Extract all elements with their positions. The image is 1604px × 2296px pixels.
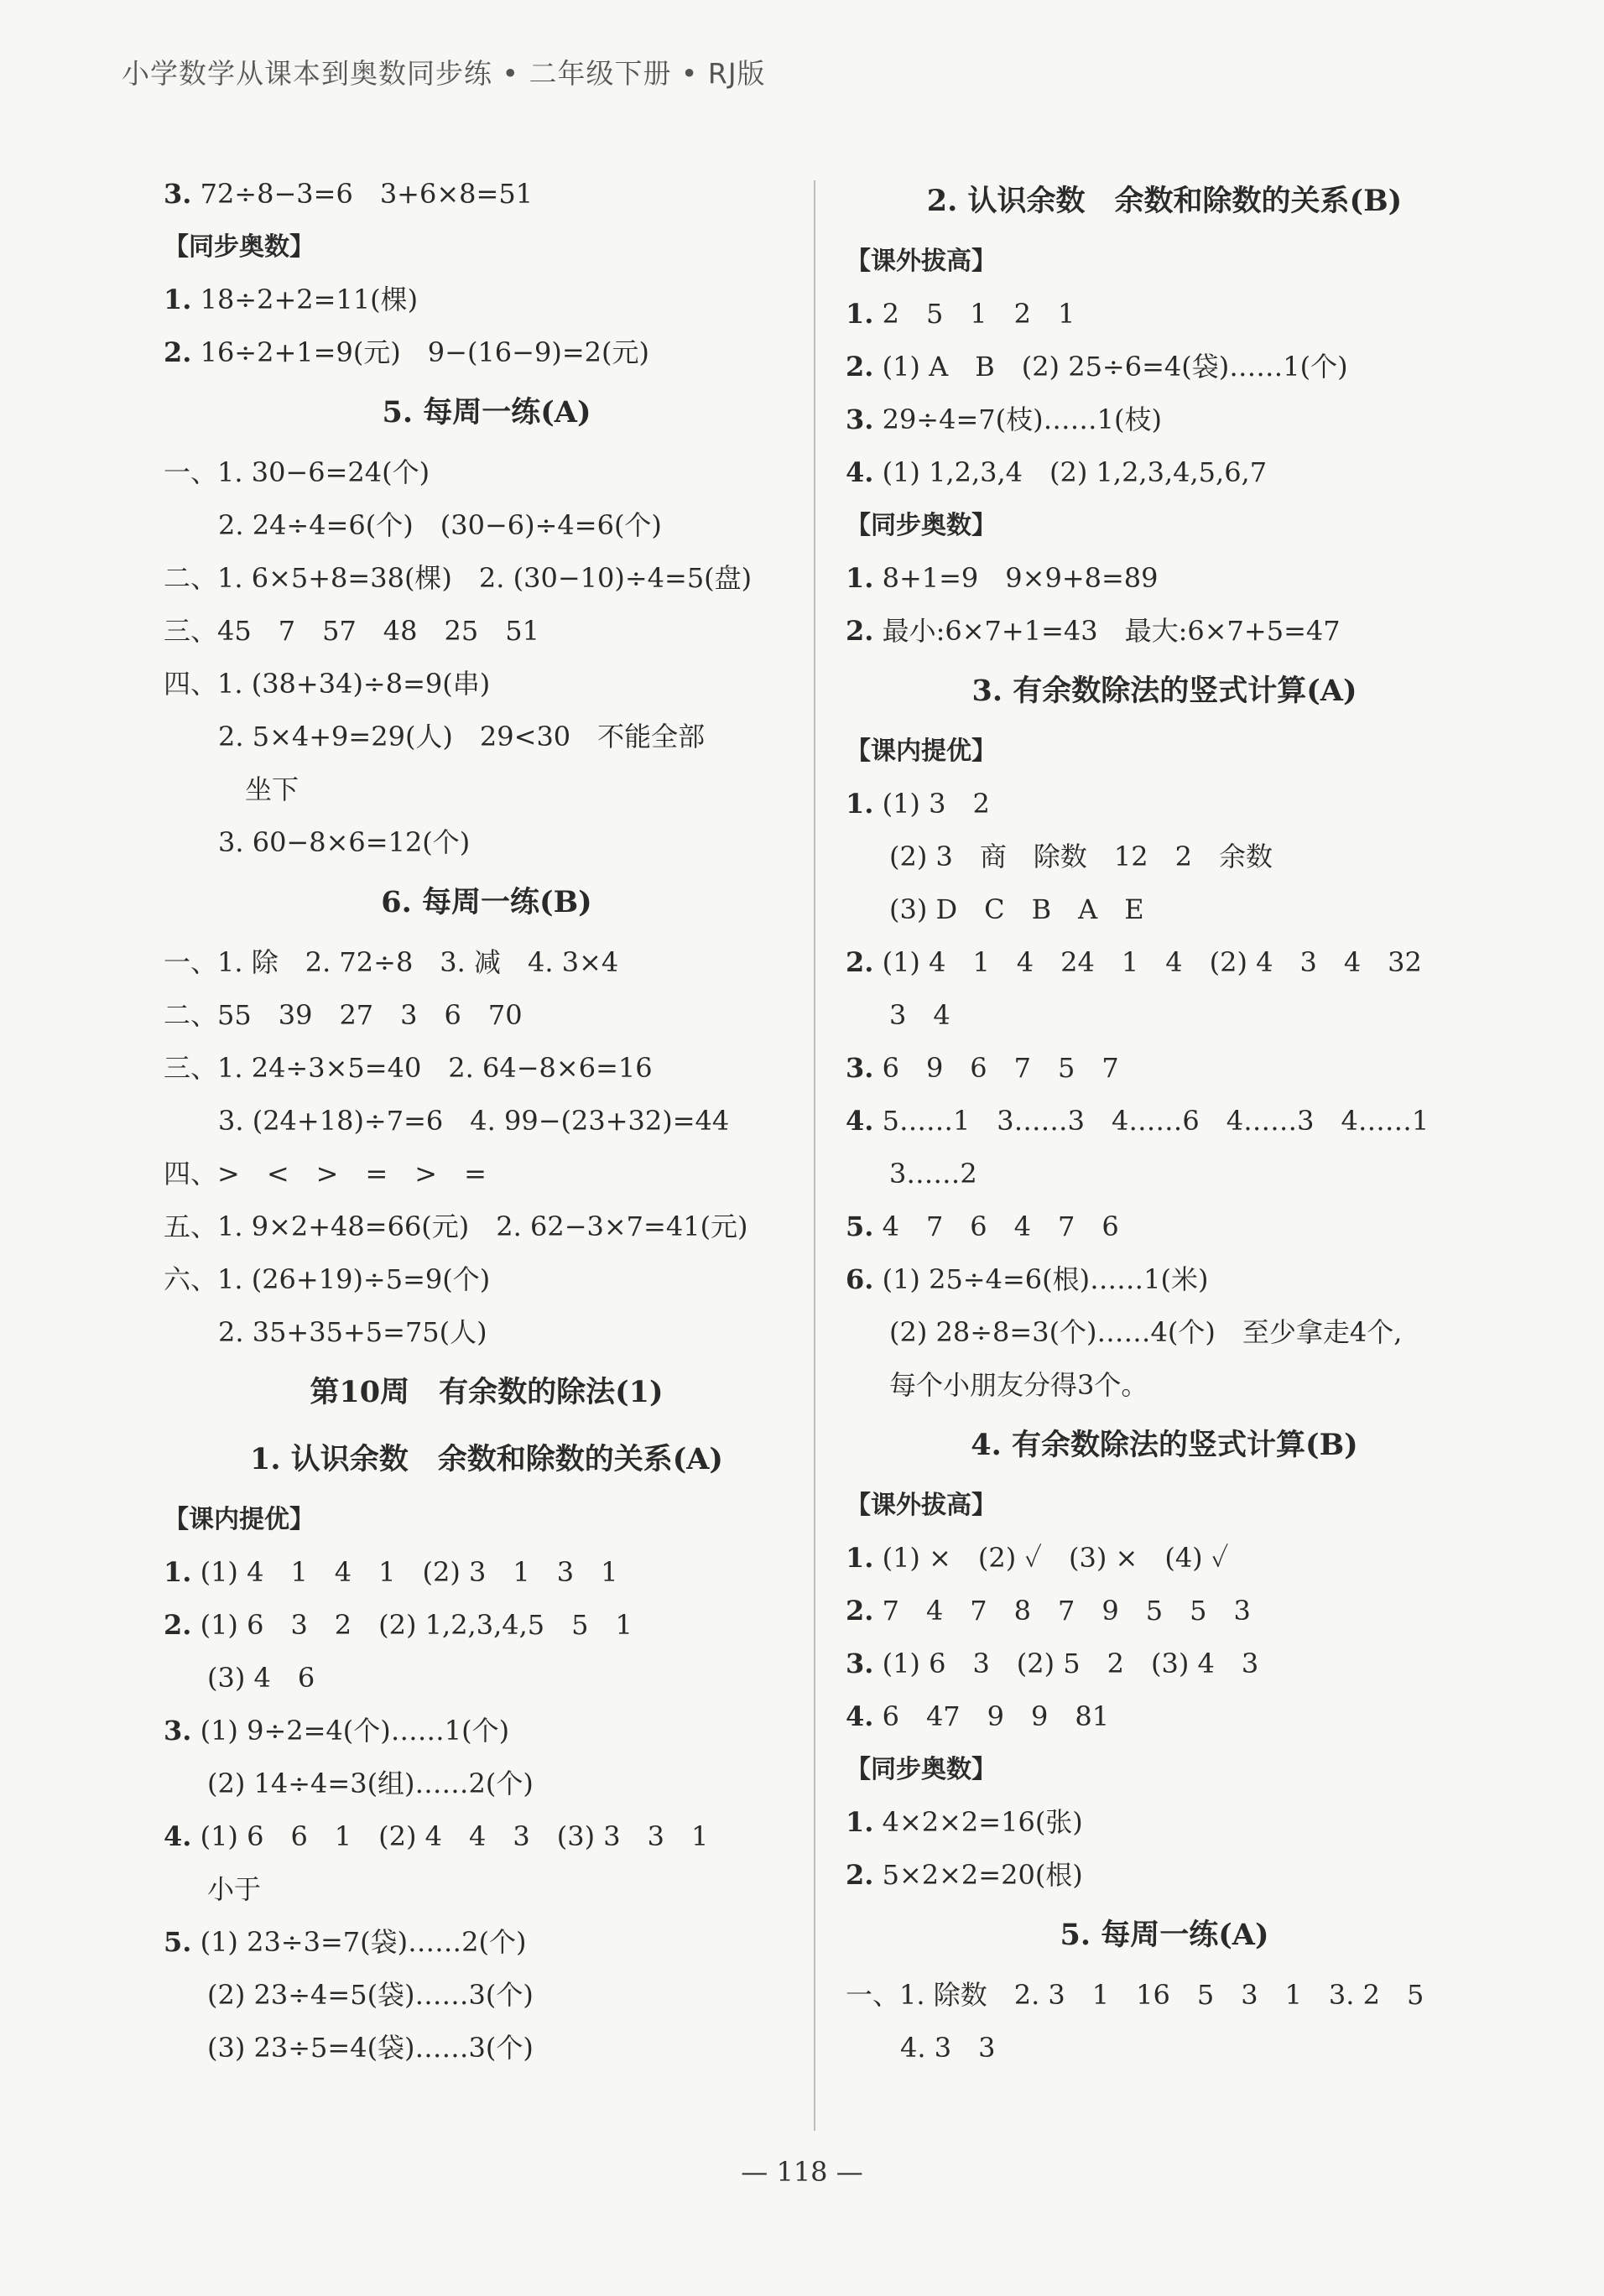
answer-line	[164, 816, 810, 869]
line-text: 6 47 9 9 81	[882, 1700, 1110, 1732]
line-text: 18÷2+2=11(棵)	[200, 284, 419, 315]
section-heading	[164, 1359, 810, 1426]
line-text: (1) × (2) ✓ (3) × (4) ✓	[882, 1542, 1229, 1574]
item-number: 1.	[846, 298, 874, 330]
answer-line	[846, 1796, 1483, 1849]
answer-line	[846, 778, 1483, 830]
answer-line	[846, 989, 1483, 1042]
answer-line	[846, 1585, 1483, 1637]
section-heading	[846, 658, 1483, 725]
item-number: 4.	[846, 1105, 874, 1137]
line-text: 3 4	[889, 999, 950, 1031]
line-text: (2) 14÷4=3(组)……2(个)	[207, 1768, 534, 1799]
line-text: 【课外拔高】	[846, 1491, 997, 1520]
answer-line	[846, 393, 1483, 446]
item-number: 2.	[846, 615, 874, 647]
answer-line	[164, 552, 810, 605]
line-text: (1) 25÷4=6(根)……1(米)	[882, 1263, 1209, 1295]
answer-line	[164, 1863, 810, 1916]
line-text: 每个小朋友分得3个。	[889, 1369, 1148, 1401]
line-text: 【同步奥数】	[846, 511, 997, 540]
answer-line	[846, 830, 1483, 883]
item-number: 4.	[846, 456, 874, 488]
item-number: 2.	[846, 1859, 874, 1891]
item-number: 1.	[164, 1556, 192, 1588]
line-text: 4. 有余数除法的竖式计算(B)	[971, 1428, 1358, 1462]
item-number: 2.	[164, 336, 192, 368]
answer-line	[846, 1969, 1483, 2022]
answer-line	[846, 1690, 1483, 1743]
line-text: 三、1. 24÷3×5=40 2. 64−8×6=16	[164, 1052, 653, 1084]
line-text: 四、> < > = > =	[164, 1158, 487, 1190]
answer-line	[846, 936, 1483, 989]
line-text: 六、1. (26+19)÷5=9(个)	[164, 1263, 491, 1295]
answer-line	[846, 1359, 1483, 1412]
section-heading	[164, 869, 810, 936]
line-text: 2. 认识余数 余数和除数的关系(B)	[926, 184, 1403, 218]
item-number: 1.	[164, 284, 192, 315]
answer-line	[164, 1916, 810, 1969]
item-number: 5.	[164, 1926, 192, 1958]
line-text: (3) 4 6	[207, 1662, 315, 1694]
subsection-tag	[164, 1493, 810, 1546]
answer-line	[164, 1253, 810, 1306]
section-heading	[164, 379, 810, 446]
subsection-tag	[846, 235, 1483, 288]
line-text: (1) 4 1 4 1 (2) 3 1 3 1	[200, 1556, 618, 1588]
answer-line	[164, 1705, 810, 1757]
line-text: 4. 3 3	[900, 2032, 996, 2064]
item-number: 2.	[846, 946, 874, 978]
line-text: 【课外拔高】	[846, 247, 997, 276]
column-divider	[814, 180, 815, 2131]
item-number: 1.	[846, 562, 874, 594]
answer-line	[846, 288, 1483, 341]
line-text: 五、1. 9×2+48=66(元) 2. 62−3×7=41(元)	[164, 1210, 748, 1242]
answer-line	[164, 605, 810, 658]
line-text: 一、1. 除 2. 72÷8 3. 减 4. 3×4	[164, 946, 619, 978]
answer-line	[164, 1306, 810, 1359]
line-text: (1) 3 2	[882, 788, 990, 820]
line-text: (1) 9÷2=4(个)……1(个)	[200, 1715, 510, 1747]
line-text: (2) 3 商 除数 12 2 余数	[889, 841, 1273, 872]
item-number: 3.	[164, 1715, 192, 1747]
line-text: 29÷4=7(枝)……1(枝)	[882, 403, 1162, 435]
line-text: 四、1. (38+34)÷8=9(串)	[164, 668, 491, 700]
answer-line	[846, 1849, 1483, 1902]
answer-line	[846, 1200, 1483, 1253]
line-text: (2) 23÷4=5(袋)……3(个)	[207, 1979, 534, 2011]
answer-line	[164, 1148, 810, 1200]
answer-line	[846, 341, 1483, 393]
item-number: 3.	[846, 1648, 874, 1679]
line-text: 72÷8−3=6 3+6×8=51	[200, 178, 534, 210]
line-text: 5……1 3……3 4……6 4……3 4……1	[882, 1105, 1430, 1137]
line-text: 4×2×2=16(张)	[882, 1806, 1083, 1838]
answer-line	[846, 1532, 1483, 1585]
line-text: 二、55 39 27 3 6 70	[164, 999, 523, 1031]
line-text: 2. 24÷4=6(个) (30−6)÷4=6(个)	[218, 509, 662, 541]
line-text: (3) D C B A E	[889, 893, 1144, 925]
answer-line	[164, 1599, 810, 1652]
line-text: 5×2×2=20(根)	[882, 1859, 1083, 1891]
section-heading	[846, 168, 1483, 235]
answer-line	[846, 1042, 1483, 1095]
item-number: 3.	[164, 178, 192, 210]
subsection-tag	[846, 1743, 1483, 1796]
line-text: 【同步奥数】	[846, 1755, 997, 1784]
subsection-tag	[846, 499, 1483, 552]
line-text: 3. (24+18)÷7=6 4. 99−(23+32)=44	[218, 1105, 730, 1137]
line-text: 2 5 1 2 1	[882, 298, 1075, 330]
left-column	[164, 168, 810, 2075]
answer-line	[846, 1148, 1483, 1200]
subsection-tag	[164, 221, 810, 273]
answer-line	[164, 326, 810, 379]
answer-line	[164, 1757, 810, 1810]
line-text: 【课内提优】	[164, 1505, 315, 1534]
line-text: (1) 23÷3=7(袋)……2(个)	[200, 1926, 527, 1958]
line-text: 3. 有余数除法的竖式计算(A)	[971, 674, 1357, 708]
line-text: 6 9 6 7 5 7	[882, 1052, 1119, 1084]
line-text: 6. 每周一练(B)	[381, 885, 592, 919]
item-number: 1.	[846, 1806, 874, 1838]
answer-line	[164, 2022, 810, 2075]
line-text: 8+1=9 9×9+8=89	[882, 562, 1159, 594]
right-column	[846, 168, 1483, 2075]
answer-line	[164, 446, 810, 499]
item-number: 4.	[164, 1820, 192, 1852]
answer-line	[164, 1095, 810, 1148]
answer-line	[164, 1810, 810, 1863]
line-text: (3) 23÷5=4(袋)……3(个)	[207, 2032, 534, 2064]
line-text: 5. 每周一练(A)	[382, 395, 591, 430]
line-text: 第10周 有余数的除法(1)	[310, 1375, 664, 1409]
answer-line	[164, 763, 810, 816]
item-number: 5.	[846, 1210, 874, 1242]
item-number: 2.	[846, 351, 874, 383]
line-text: (1) A B (2) 25÷6=4(袋)……1(个)	[882, 351, 1348, 383]
line-text: (1) 6 6 1 (2) 4 4 3 (3) 3 3 1	[200, 1820, 709, 1852]
line-text: 小于	[207, 1873, 262, 1905]
line-text: 3……2	[889, 1158, 977, 1190]
subsection-tag	[846, 1479, 1483, 1532]
answer-line	[846, 446, 1483, 499]
line-text: (1) 6 3 2 (2) 1,2,3,4,5 5 1	[200, 1609, 633, 1641]
answer-line	[846, 1306, 1483, 1359]
section-heading	[846, 1902, 1483, 1969]
line-text: 【同步奥数】	[164, 232, 315, 262]
line-text: 3. 60−8×6=12(个)	[218, 826, 471, 858]
line-text: 2. 35+35+5=75(人)	[218, 1316, 487, 1348]
item-number: 1.	[846, 788, 874, 820]
answer-line	[164, 499, 810, 552]
answer-line	[164, 273, 810, 326]
page-number: — 118 —	[741, 2156, 863, 2188]
line-text: 7 4 7 8 7 9 5 5 3	[882, 1595, 1251, 1627]
line-text: (1) 4 1 4 24 1 4 (2) 4 3 4 32	[882, 946, 1422, 978]
item-number: 2.	[164, 1609, 192, 1641]
line-text: 一、1. 除数 2. 3 1 16 5 3 1 3. 2 5	[846, 1979, 1424, 2011]
line-text: 16÷2+1=9(元) 9−(16−9)=2(元)	[200, 336, 649, 368]
answer-line	[846, 605, 1483, 658]
item-number: 3.	[846, 403, 874, 435]
answer-line	[164, 1200, 810, 1253]
item-number: 2.	[846, 1595, 874, 1627]
answer-line	[164, 1969, 810, 2022]
line-text: 三、45 7 57 48 25 51	[164, 615, 539, 647]
answer-line	[846, 2022, 1483, 2075]
line-text: 2. 5×4+9=29(人) 29<30 不能全部	[218, 721, 706, 752]
line-text: 【课内提优】	[846, 737, 997, 766]
line-text: 1. 认识余数 余数和除数的关系(A)	[249, 1442, 723, 1476]
item-number: 1.	[846, 1542, 874, 1574]
line-text: (2) 28÷8=3(个)……4(个) 至少拿走4个,	[889, 1316, 1403, 1348]
line-text: (1) 6 3 (2) 5 2 (3) 4 3	[882, 1648, 1259, 1679]
answer-line	[164, 168, 810, 221]
item-number: 3.	[846, 1052, 874, 1084]
item-number: 4.	[846, 1700, 874, 1732]
subsection-tag	[846, 725, 1483, 778]
answer-line	[846, 883, 1483, 936]
item-number: 6.	[846, 1263, 874, 1295]
line-text: 最小:6×7+1=43 最大:6×7+5=47	[882, 615, 1341, 647]
line-text: 4 7 6 4 7 6	[882, 1210, 1119, 1242]
line-text: 二、1. 6×5+8=38(棵) 2. (30−10)÷4=5(盘)	[164, 562, 753, 594]
answer-line	[164, 658, 810, 711]
answer-line	[846, 1095, 1483, 1148]
answer-line	[164, 1652, 810, 1705]
answer-line	[164, 989, 810, 1042]
section-heading	[164, 1426, 810, 1493]
line-text: 5. 每周一练(A)	[1060, 1918, 1269, 1952]
line-text: (1) 1,2,3,4 (2) 1,2,3,4,5,6,7	[882, 456, 1268, 488]
answer-line	[164, 1546, 810, 1599]
section-heading	[846, 1412, 1483, 1479]
answer-line	[164, 936, 810, 989]
answer-line	[846, 1253, 1483, 1306]
answer-line	[164, 1042, 810, 1095]
line-text: 坐下	[218, 773, 299, 805]
answer-line	[846, 1637, 1483, 1690]
answer-line	[164, 711, 810, 763]
page-header: 小学数学从课本到奥数同步练 • 二年级下册 • RJ版	[122, 57, 766, 90]
answer-line	[846, 552, 1483, 605]
line-text: 一、1. 30−6=24(个)	[164, 456, 430, 488]
